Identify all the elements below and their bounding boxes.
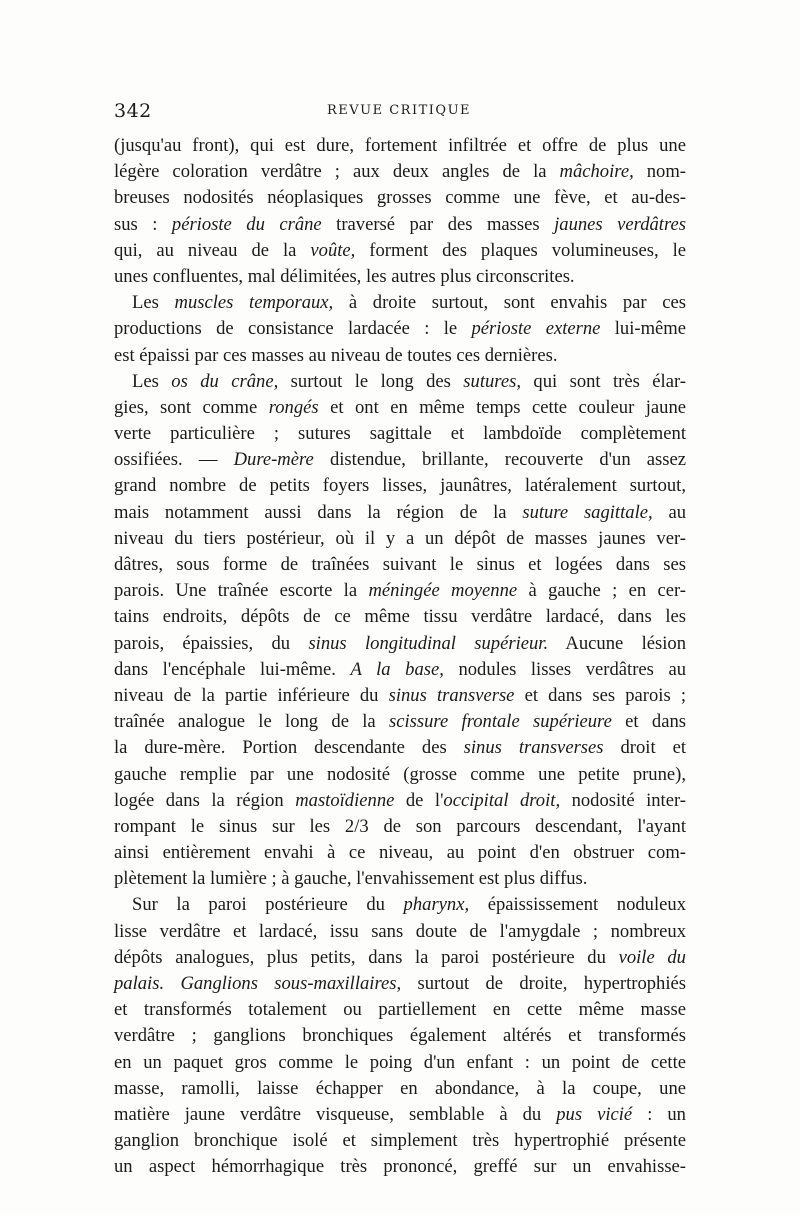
text-line: [114, 1102, 686, 1128]
text-line: [114, 683, 686, 709]
text-segment: la dure-mère. Portion descendante des: [114, 737, 464, 759]
text-segment: verte particulière ; sutures sagittale et lambdoïde complètement: [114, 423, 686, 445]
text-segment: logée dans la région: [114, 789, 296, 811]
text-line: [114, 945, 686, 971]
italic-term: suture sagittale,: [522, 501, 653, 523]
text-segment: (jusqu'au front), qui est dure, fortement infiltrée et offre de plus une: [114, 135, 686, 156]
text-line: [114, 631, 686, 657]
text-segment: gies, sont comme: [114, 396, 269, 418]
text-segment: est épaissi par ces masses au niveau de toutes ces dernières.: [114, 344, 558, 366]
text-segment: sus :: [114, 213, 172, 235]
text-segment: et transformés totalement ou partiellement en cette même masse: [114, 999, 686, 1021]
text-line: [114, 526, 686, 552]
text-line: [114, 578, 686, 604]
text-line: [114, 814, 686, 840]
text-segment: et ont en même temps cette couleur jaune: [318, 396, 686, 418]
italic-term: jaunes verdâtres: [554, 213, 686, 235]
text-segment: de l': [394, 789, 444, 811]
text-segment: nodules lisses verdâtres au: [443, 658, 686, 680]
italic-term: périoste du crâne: [171, 213, 322, 235]
text-line: [114, 919, 686, 945]
text-segment: droit et: [603, 737, 686, 759]
text-segment: traversé par des masses: [321, 213, 555, 235]
text-segment: et dans: [611, 711, 686, 733]
text-line: [114, 1128, 686, 1154]
italic-term: sinus transverse: [388, 684, 515, 706]
text-line: [114, 421, 686, 447]
text-segment: lui-même: [600, 318, 686, 340]
text-segment: dâtres, sous forme de traînées suivant le sinus et logées dans ses: [114, 554, 686, 575]
running-title: REVUE CRITIQUE: [326, 103, 472, 118]
text-segment: parois, épaissies, du: [114, 632, 309, 654]
text-line: [114, 159, 686, 185]
text-line: [114, 290, 686, 316]
text-line: [114, 762, 686, 788]
text-line: [114, 1023, 686, 1049]
italic-term: sutures,: [463, 370, 521, 392]
page-number: 342: [114, 100, 152, 122]
text-segment: Aucune lésion: [548, 632, 686, 654]
text-segment: en un paquet gros comme le poing d'un enfant : un point de cette: [114, 1051, 686, 1073]
text-segment: distendue, brillante, recouverte d'un assez: [313, 449, 686, 471]
text-segment: à gauche ; en cer-: [517, 580, 686, 602]
text-segment: Sur la paroi postérieure du: [132, 894, 404, 916]
text-segment: verdâtre ; ganglions bronchiques également altérés et transformés: [114, 1025, 686, 1047]
text-line: [114, 238, 686, 264]
text-segment: nom-: [633, 161, 686, 183]
text-line: [114, 788, 686, 814]
italic-term: occipital droit,: [443, 789, 561, 811]
text-segment: gauche remplie par une nodosité (grosse comme une petite prune),: [114, 763, 686, 785]
text-segment: tains endroits, dépôts de ce même tissu verdâtre lardacé, dans les: [114, 606, 686, 628]
text-line: [114, 369, 686, 395]
text-segment: à droite surtout, sont envahis par ces: [333, 292, 686, 314]
text-segment: breuses nodosités néoplasiques grosses comme une fève, et au-des-: [114, 187, 686, 209]
text-line: [114, 604, 686, 630]
text-line: [114, 892, 686, 918]
text-segment: grand nombre de petits foyers lisses, jaunâtres, latéralement surtout,: [114, 475, 686, 497]
italic-term: pharynx,: [403, 894, 470, 916]
text-line: [114, 840, 686, 866]
text-segment: Les: [132, 370, 172, 392]
text-line: [114, 212, 686, 238]
italic-term: os du crâne,: [171, 370, 279, 392]
italic-term: rongés: [268, 396, 319, 418]
text-line: [114, 133, 686, 159]
text-segment: ossifiées. —: [114, 449, 234, 471]
italic-term: sinus longitudinal supérieur.: [308, 632, 549, 654]
text-segment: forment des plaques volumineuses, le: [355, 239, 687, 261]
text-segment: parois. Une traînée escorte la: [114, 580, 369, 602]
text-segment: dépôts analogues, plus petits, dans la paroi postérieure du: [114, 946, 619, 968]
italic-term: voile du: [618, 946, 686, 968]
text-line: [114, 343, 686, 369]
italic-term: méningée moyenne: [368, 580, 518, 602]
text-line: [114, 1050, 686, 1076]
text-segment: niveau de la partie inférieure du: [114, 684, 389, 706]
text-segment: : un: [632, 1103, 686, 1125]
text-segment: qui, au niveau de la: [114, 239, 311, 261]
text-segment: un aspect hémorrhagique très prononcé, greffé sur un envahisse-: [114, 1156, 686, 1178]
text-segment: légère coloration verdâtre ; aux deux angles de la: [114, 161, 560, 183]
text-segment: traînée analogue le long de la: [114, 711, 389, 733]
text-line: [114, 264, 686, 290]
text-segment: surtout de droite, hypertrophiés: [401, 973, 686, 994]
text-line: [114, 395, 686, 421]
body-text: [114, 133, 686, 1181]
italic-term: périoste externe: [471, 318, 601, 340]
text-line: [114, 1076, 686, 1102]
italic-term: palais. Ganglions sous-maxillaires,: [114, 973, 402, 994]
text-line: [114, 185, 686, 211]
text-segment: Les: [132, 292, 175, 314]
text-line: [114, 500, 686, 526]
text-line: [114, 1154, 686, 1180]
italic-term: scissure frontale supérieure: [389, 711, 612, 733]
text-segment: plètement la lumière ; à gauche, l'envahissement est plus diffus.: [114, 868, 588, 890]
text-segment: mais notamment aussi dans la région de la: [114, 501, 523, 523]
text-segment: épaississement noduleux: [469, 894, 686, 916]
text-line: [114, 657, 686, 683]
text-segment: matière jaune verdâtre visqueuse, semblable à du: [114, 1103, 557, 1125]
text-line: [114, 473, 686, 499]
text-segment: productions de consistance lardacée : le: [114, 318, 472, 340]
text-segment: et dans ses parois ;: [514, 684, 686, 706]
italic-term: sinus transverses: [463, 737, 604, 759]
text-line: [114, 316, 686, 342]
text-line: [114, 552, 686, 578]
text-line: [114, 971, 686, 997]
italic-term: mâchoire,: [559, 161, 634, 183]
text-line: [114, 997, 686, 1023]
text-segment: qui sont très élar-: [520, 370, 686, 392]
italic-term: mastoïdienne: [295, 789, 395, 811]
text-segment: surtout le long des: [278, 370, 464, 392]
text-segment: masse, ramolli, laisse échapper en abondance, à la coupe, une: [114, 1077, 686, 1099]
text-segment: nodosité inter-: [560, 789, 686, 811]
text-segment: unes confluentes, mal délimitées, les autres plus circonscrites.: [114, 265, 575, 287]
text-line: [114, 709, 686, 735]
text-segment: lisse verdâtre et lardacé, issu sans doute de l'amygdale ; nombreux: [114, 920, 686, 942]
text-line: [114, 447, 686, 473]
italic-term: A la base,: [350, 658, 444, 680]
text-segment: rompant le sinus sur les 2/3 de son parcours descendant, l'ayant: [114, 815, 686, 837]
text-segment: au: [652, 501, 686, 523]
text-segment: niveau du tiers postérieur, où il y a un dépôt de masses jaunes ver-: [114, 527, 686, 549]
text-segment: ganglion bronchique isolé et simplement très hypertrophié présente: [114, 1130, 686, 1152]
text-line: [114, 866, 686, 892]
text-line: [114, 735, 686, 761]
page-header: [114, 100, 684, 126]
text-segment: ainsi entièrement envahi à ce niveau, au point d'en obstruer com-: [114, 842, 686, 864]
italic-term: Dure-mère: [233, 449, 314, 471]
text-segment: dans l'encéphale lui-même.: [114, 658, 351, 680]
italic-term: pus vicié: [556, 1103, 633, 1125]
italic-term: muscles temporaux,: [174, 292, 334, 314]
italic-term: voûte,: [310, 239, 356, 261]
